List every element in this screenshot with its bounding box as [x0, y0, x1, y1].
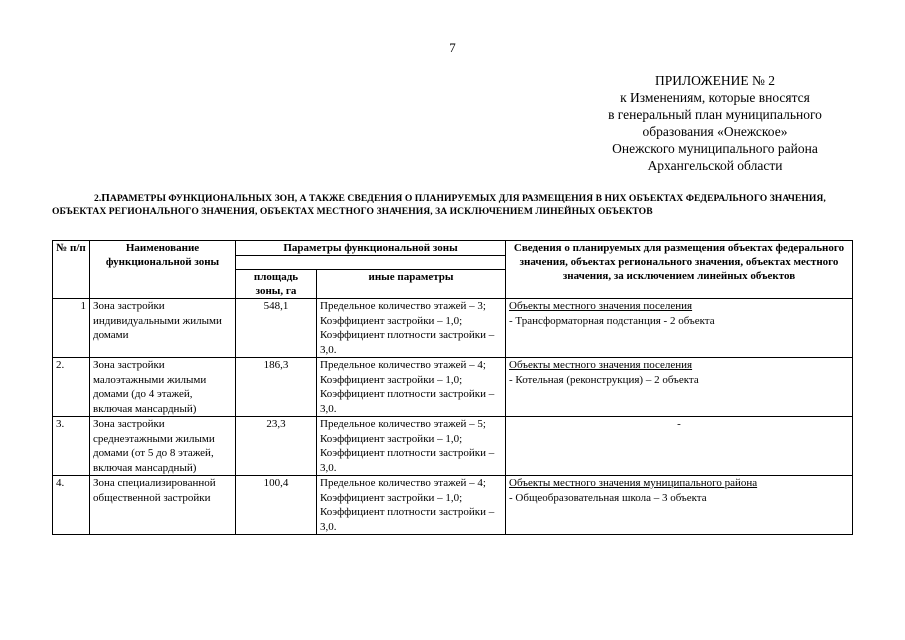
- header-area: площадь зоны, га: [236, 270, 317, 299]
- row-num: 2.: [53, 358, 90, 417]
- row-params: [317, 299, 506, 358]
- header-num: № п/п: [53, 241, 90, 299]
- param-line: Коэффициент плотности застройки – 3,0.: [320, 447, 495, 474]
- header-zone-name: Наименование функциональной зоны: [90, 241, 236, 299]
- param-line: Предельное количество этажей – 3;: [320, 300, 486, 312]
- row-zone-name: Зона специализированной общественной застройки: [90, 476, 236, 535]
- row-zone-name: Зона застройки среднеэтажными жилыми домами (от 5 до 8 этажей, включая мансардный): [90, 417, 236, 476]
- row-num: 3.: [53, 417, 90, 476]
- object-item: - Котельная (реконструкция) – 2 объекта: [509, 373, 699, 386]
- appendix-line: Онежского муниципального района: [612, 141, 818, 156]
- param-line: Коэффициент застройки – 1,0;: [320, 432, 463, 445]
- row-objects: [506, 417, 853, 476]
- section-first-letter: П: [101, 192, 110, 204]
- zones-table: [52, 240, 853, 535]
- appendix-line: в генеральный план муниципального: [608, 107, 822, 122]
- row-objects: [506, 476, 853, 535]
- objects-header: Объекты местного значения муниципального района: [509, 477, 758, 489]
- page-number: 7: [449, 40, 456, 55]
- object-item: - Трансформаторная подстанция - 2 объекта: [509, 314, 715, 327]
- section-title-text: АРАМЕТРЫ ФУНКЦИОНАЛЬНЫХ ЗОН, А ТАКЖЕ СВЕДЕНИЯ О ПЛАНИРУЕМЫХ ДЛЯ РАЗМЕЩЕНИЯ В НИХ ОБЪЕКТАХ ФЕДЕРАЛЬНОГО ЗНАЧЕНИЯ, ОБЪЕКТАХ РЕГИОНАЛЬНОГО ЗНАЧЕНИЯ, ОБЪЕКТАХ МЕСТНОГО ЗНАЧЕНИЯ, ЗА ИСКЛЮЧЕНИЕМ ЛИНЕЙНЫХ ОБЪЕКТОВ: [52, 193, 826, 217]
- param-line: Предельное количество этажей – 5;: [320, 418, 486, 430]
- param-line: Предельное количество этажей – 4;: [320, 477, 486, 489]
- row-zone-name: Зона застройки малоэтажными жилыми домами (до 4 этажей, включая мансардный): [90, 358, 236, 417]
- object-item: -: [677, 418, 681, 430]
- appendix-line: ПРИЛОЖЕНИЕ № 2: [654, 73, 776, 88]
- param-line: Коэффициент застройки – 1,0;: [320, 491, 463, 504]
- table-row: [53, 417, 853, 476]
- objects-header: Объекты местного значения поселения: [509, 300, 693, 312]
- param-line: Коэффициент плотности застройки – 3,0.: [320, 388, 495, 415]
- param-line: Коэффициент застройки – 1,0;: [320, 314, 463, 327]
- param-line: Коэффициент плотности застройки – 3,0.: [320, 506, 495, 533]
- row-area: 100,4: [236, 476, 317, 535]
- appendix-line: к Изменениям, которые вносятся: [620, 90, 810, 105]
- row-num: 4.: [53, 476, 90, 535]
- row-objects: [506, 299, 853, 358]
- row-area: 548,1: [236, 299, 317, 358]
- table-row: [53, 476, 853, 535]
- row-zone-name: Зона застройки индивидуальными жилыми домами: [90, 299, 236, 358]
- header-other-params: иные параметры: [317, 270, 506, 299]
- param-line: Коэффициент плотности застройки – 3,0.: [320, 329, 495, 356]
- appendix-heading: [560, 72, 870, 174]
- objects-header: Объекты местного значения поселения: [509, 359, 693, 371]
- header-params-spacer: [236, 256, 506, 270]
- row-num: 1: [53, 299, 90, 358]
- appendix-line: Архангельской области: [647, 158, 783, 173]
- table-row: [53, 358, 853, 417]
- row-params: [317, 417, 506, 476]
- appendix-line: образования «Онежское»: [642, 124, 788, 139]
- section-title: [52, 192, 852, 218]
- header-params-group: Параметры функциональной зоны: [236, 241, 506, 256]
- row-area: 186,3: [236, 358, 317, 417]
- table-row: [53, 299, 853, 358]
- row-params: [317, 358, 506, 417]
- object-item: - Общеобразовательная школа – 3 объекта: [509, 491, 707, 504]
- header-objects: Сведения о планируемых для размещения объектах федерального значения, объектах регионального значения, объектах местного значения, за исключением линейных объектов: [506, 241, 853, 299]
- row-area: 23,3: [236, 417, 317, 476]
- param-line: Предельное количество этажей – 4;: [320, 359, 486, 371]
- row-params: [317, 476, 506, 535]
- param-line: Коэффициент застройки – 1,0;: [320, 373, 463, 386]
- section-number: 2.: [94, 193, 102, 204]
- row-objects: [506, 358, 853, 417]
